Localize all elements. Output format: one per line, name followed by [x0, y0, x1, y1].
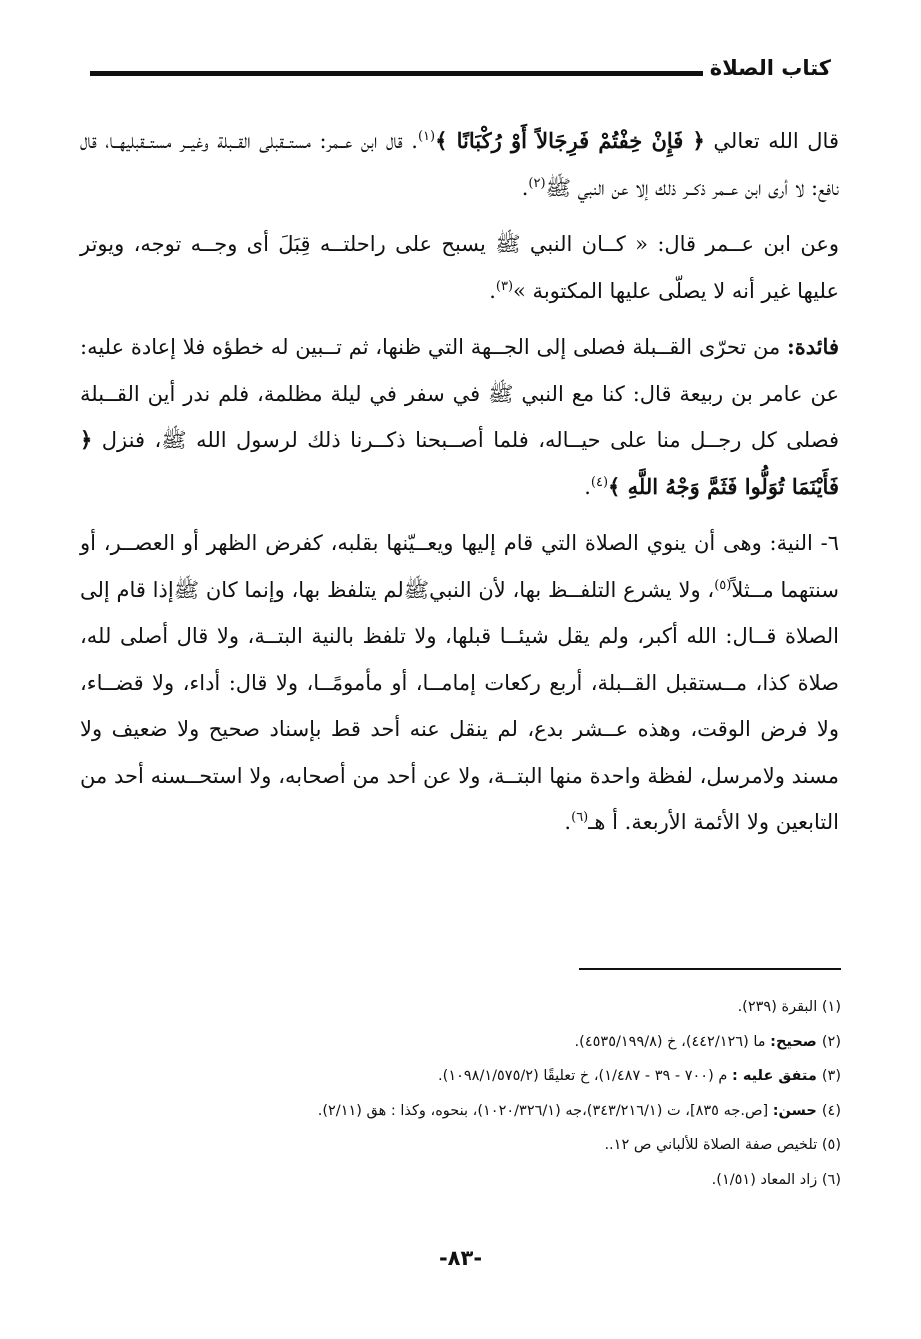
paragraph-3	[80, 324, 839, 510]
page-number: -٨٣-	[438, 1246, 483, 1270]
paragraph-1	[80, 118, 839, 211]
paragraph-2-text-1: وعن ابن عــمر قال: « كــان النبي ﷺ يسبح على راحلتــه قِبَلَ أى وجــه توجه، ويوتر عليها غير أنه لا يصلّى عليها المكتوبة »	[80, 232, 839, 303]
footnote-ref-2: (٢)	[528, 175, 546, 191]
footnote-ref-4: (٤)	[590, 474, 609, 490]
footnote-separator	[579, 968, 841, 970]
paragraph-1-text-1: قال الله تعالي	[704, 129, 839, 153]
paragraph-4-text-3: .	[564, 810, 572, 834]
paragraph-4-text-2: ، ولا يشرع التلفــظ بها، لأن النبيﷺلم يتلفظ بها، وإنما كان ﷺإذا قام إلى الصلاة قــال: الله أكبر، ولم يقل شيئــا قبلها، ولا تلفظ بالنية البتــة، ولا قال أصلى لله، صلاة كذا، مــستقبل القــبلة، أربع ركعات إمامــا، أو مأمومًــا، ولا قال: أداء، ولا قضــاء، ولا فرض الوقت، وهذه عــشر بدع، لم ينقل عنه أحد قط بإسناد صحيح ولا ضعيف ولا مسند ولامرسل، لفظة واحدة منها البتــة، ولا عن أحد من أصحابه، ولا استحــسنه أحد من التابعين ولا الأئمة الأربعة. أ هـ	[80, 577, 839, 834]
footnote-item	[80, 990, 841, 1025]
body-text	[80, 118, 839, 856]
footnote-text: ما (٤٤٢/١٢٦)، خ (٤٥٣٥/١٩٩/٨).	[574, 1033, 771, 1050]
running-header	[90, 52, 831, 92]
footnote-number: (٢)	[821, 1033, 841, 1050]
footnote-grade: متفق عليه :	[731, 1068, 822, 1084]
footnote-text: م (٧٠٠ - ٣٩ - ١/٤٨٧)، خ تعليقًا (١٠٩٨/١/٥٧٥/٢).	[438, 1068, 732, 1084]
running-title: كتاب الصلاة	[709, 56, 831, 80]
footnote-item	[80, 1163, 841, 1198]
paragraph-2-text-2: .	[489, 278, 496, 303]
benefit-label: فائدة:	[786, 334, 839, 359]
footnote-ref-5: (٥)	[714, 577, 732, 593]
footnote-number: (١)	[821, 999, 841, 1015]
footnote-item	[80, 1025, 841, 1060]
footnote-grade: حسن:	[772, 1102, 822, 1119]
footnote-number: (٥)	[821, 1137, 841, 1153]
footnote-ref-6: (٦)	[571, 810, 589, 825]
paragraph-2	[80, 221, 839, 314]
footnote-item	[80, 1059, 841, 1094]
footnote-ref-1: (١)	[417, 129, 436, 144]
footnote-grade: صحيح:	[770, 1033, 822, 1050]
quran-verse-1: ﴿ فَإِنْ خِفْتُمْ فَرِجَالاً أَوْ رُكْبَانًا ﴾	[435, 128, 705, 153]
paragraph-3-text-1: من تحرّى القــبلة فصلى إلى الجــهة التي ظنها، ثم تــبين له خطؤه فلا إعادة عليه: عن عامر بن ربيعة قال: كنا مع النبي ﷺ في سفر في ليلة مظلمة، فلم ندر أين القــبلة فصلى كل رجــل منا على حيــاله، فلما أصــبحنا ذكــرنا ذلك لرسول الله ﷺ، فنزل	[80, 335, 839, 452]
paragraph-1-text-2: . قال ابن عــمر: مستــقبلى القــبلة وغيــر مستــقبليهــا، قال نافع: لا أرى ابن عــمر ذكــر ذلك إلا عن النبي ﷺ	[80, 129, 839, 200]
footnote-number: (٣)	[821, 1068, 841, 1084]
footnote-ref-3: (٣)	[495, 278, 514, 294]
paragraph-4-text-1: ٦- النية: وهى أن ينوي الصلاة التي قام إليها ويعــيّنها بقلبه، كفرض الظهر أو العصــر، أو سنتهما مــثلاً	[80, 531, 839, 602]
footnote-item	[80, 1094, 841, 1129]
quran-verse-2: ﴿ فَأَيْنَمَا تُوَلُّوا فَثَمَّ وَجْهُ اللَّهِ ﴾	[80, 427, 839, 499]
paragraph-1-text-3: .	[521, 175, 529, 200]
paragraph-3-text-2: .	[584, 474, 591, 499]
footnote-item	[80, 1128, 841, 1163]
footnote-text: [ص.جه ٨٣٥]، ت (٣٤٣/٢١٦/١)،جه (١٠٢٠/٣٢٦/١)، بنحوه، وكذا : هق (٢/١١).	[317, 1102, 773, 1119]
header-rule	[90, 71, 703, 76]
footnotes-list	[80, 990, 841, 1197]
paragraph-4	[80, 520, 839, 846]
footnote-number: (٤)	[821, 1102, 841, 1119]
footnote-text: تلخيص صفة الصلاة للألباني ص ١٢..	[604, 1137, 822, 1153]
footnote-text: زاد المعاد (١/٥١).	[711, 1171, 822, 1188]
footnote-text: البقرة (٢٣٩).	[737, 999, 822, 1015]
footnote-number: (٦)	[821, 1171, 841, 1188]
